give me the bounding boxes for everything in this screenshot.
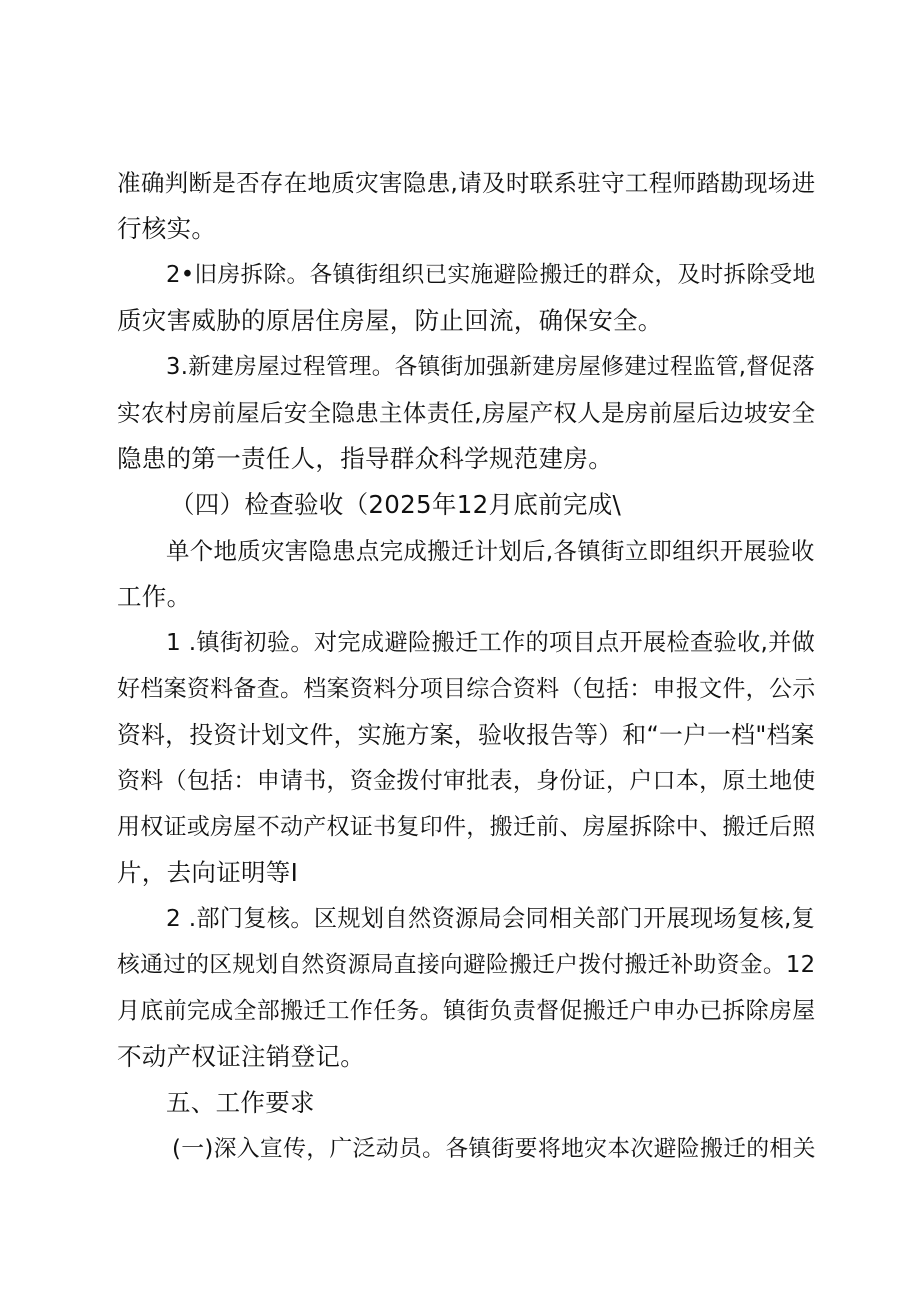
text-line: 片，去向证明等I [117,858,299,887]
text-line: (一)深入宣传，广泛动员。各镇街要将地灾本次避险搬迁的相关 [172,1136,816,1162]
text-line: 1 .镇街初验。对完成避险搬迁工作的项目点开展检查验收,并做 [166,629,816,656]
text-line: 核通过的区规划自然资源局直接向避险搬迁户拨付搬迁补助资金。12 [117,952,816,978]
section-heading: （四）检查验收（2025年12月底前完成\ [170,490,622,519]
text-line: 隐患的第一责任人，指导群众科学规范建房。 [117,444,613,473]
text-line: 2 .部门复核。区规划自然资源局会同相关部门开展现场复核,复 [166,905,816,932]
text-line: 用权证或房屋不动产权证书复印件，搬迁前、房屋拆除中、搬迁后照 [117,814,816,840]
text-line: 3.新建房屋过程管理。各镇街加强新建房屋修建过程监管,督促落 [166,354,816,380]
text-line: 不动产权证注销登记。 [117,1042,365,1071]
text-line: 行核实。 [117,214,217,243]
text-line: 2•旧房拆除。各镇街组织已实施避险搬迁的群众，及时拆除受地 [166,262,816,288]
text-line: 单个地质灾害隐患点完成搬迁计划后,各镇街立即组织开展验收 [166,537,815,565]
text-line: 好档案资料备查。档案资料分项目综合资料（包括：申报文件，公示 [117,676,816,702]
text-line: 实农村房前屋后安全隐患主体责任,房屋产权人是房前屋后边坡安全 [117,399,816,427]
text-line: 质灾害威胁的原居住房屋，防止回流，确保安全。 [117,306,663,335]
text-line: 资料，投资计划文件，实施方案，验收报告等）和“一户一档"档案 [117,721,815,749]
text-line: 资料（包括：申请书，资金拨付审批表，身份证，户口本，原土地使 [117,768,816,794]
section-heading: 五、工作要求 [166,1088,315,1117]
text-line: 月底前完成全部搬迁工作任务。镇街负责督促搬迁户申办已拆除房屋 [117,998,816,1024]
text-line: 工作。 [117,582,192,611]
text-line: 准确判断是否存在地质灾害隐患,请及时联系驻守工程师踏勘现场进 [117,169,816,197]
